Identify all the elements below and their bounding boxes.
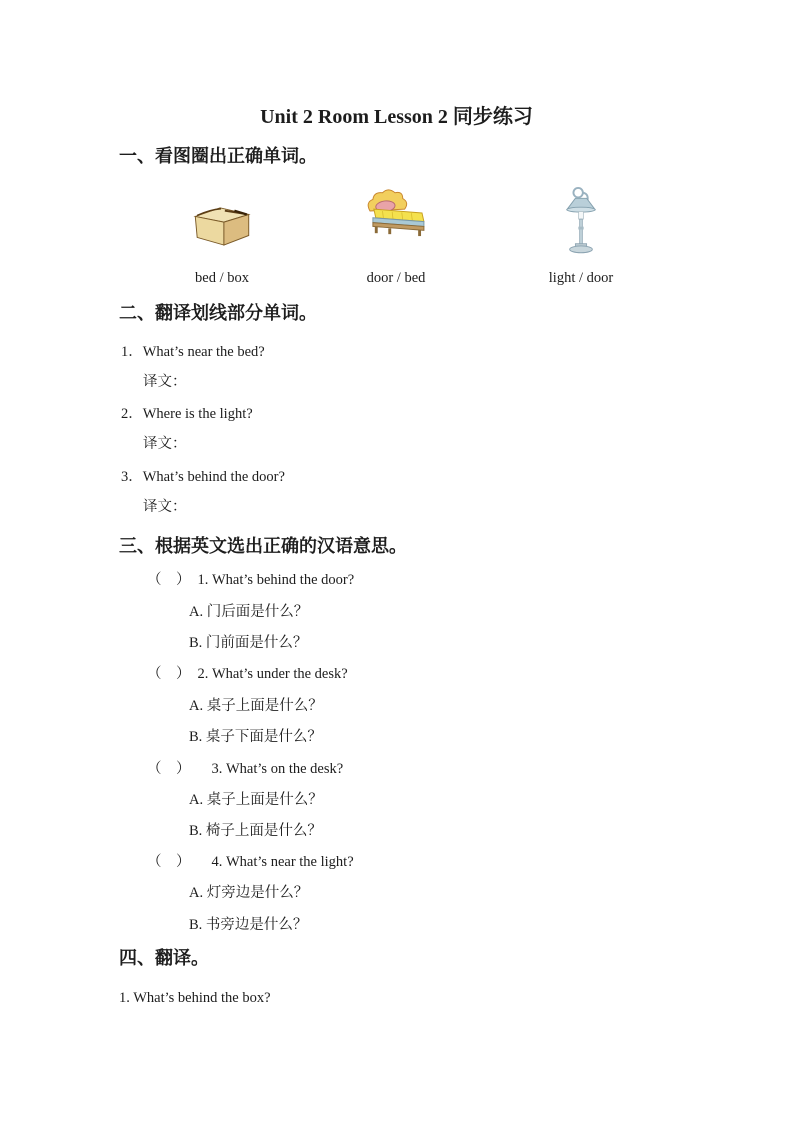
section1-heading: 一、看图圈出正确单词。 xyxy=(119,146,317,166)
floor-lamp-icon xyxy=(564,184,598,258)
choice-question-3 xyxy=(147,759,343,779)
section4-heading: 四、翻译。 xyxy=(119,948,209,968)
question-number: 3． xyxy=(121,469,143,485)
word-choice-label: door / bed xyxy=(366,270,426,286)
option-a: A. 桌子上面是什么？ xyxy=(189,698,323,714)
translate-question-1 xyxy=(121,342,265,362)
answer-label-1: 译文： xyxy=(143,374,187,390)
question-text: 3. What’s on the desk? xyxy=(211,761,344,777)
answer-bracket: （ ） xyxy=(147,572,191,588)
word-choice-label: bed / box xyxy=(195,270,249,286)
question-number: 1． xyxy=(121,344,143,360)
section2-heading: 二、翻译划线部分单词。 xyxy=(119,303,317,323)
option-b: B. 椅子上面是什么？ xyxy=(189,823,322,839)
answer-bracket: （ ） xyxy=(147,761,191,777)
choice-question-4 xyxy=(147,852,354,872)
question-text: Where is the light? xyxy=(142,406,253,422)
option-a: A. 门后面是什么？ xyxy=(189,604,309,620)
question-text: 1. What’s behind the door? xyxy=(197,572,355,588)
answer-label-3: 译文： xyxy=(143,499,187,515)
option-a: A. 桌子上面是什么？ xyxy=(189,792,323,808)
option-a: A. 灯旁边是什么？ xyxy=(189,885,309,901)
picture-row xyxy=(0,184,793,286)
translate-sentence-1: 1. What’s behind the box? xyxy=(119,990,271,1006)
option-b: B. 书旁边是什么？ xyxy=(189,917,308,933)
question-text: What’s near the bed? xyxy=(142,344,265,360)
question-number: 2． xyxy=(121,406,143,422)
answer-label-2: 译文： xyxy=(143,436,187,452)
page-title: Unit 2 Room Lesson 2 同步练习 xyxy=(260,106,533,128)
box-icon xyxy=(192,204,252,246)
choice-question-1 xyxy=(147,570,354,590)
bed-icon xyxy=(361,186,431,238)
question-text: What’s behind the door? xyxy=(142,469,285,485)
word-choice-label: light / door xyxy=(548,270,614,286)
option-b: B. 门前面是什么？ xyxy=(189,635,308,651)
figure-box xyxy=(160,184,284,286)
translate-question-2 xyxy=(121,404,253,424)
figure-bed xyxy=(334,184,458,286)
option-b: B. 桌子下面是什么？ xyxy=(189,729,322,745)
answer-bracket: （ ） xyxy=(147,854,191,870)
translate-question-3 xyxy=(121,467,285,487)
question-text: 2. What’s under the desk? xyxy=(197,666,348,682)
section3-heading: 三、根据英文选出正确的汉语意思。 xyxy=(119,536,407,556)
answer-bracket: （ ） xyxy=(147,666,191,682)
question-text: 4. What’s near the light? xyxy=(211,854,354,870)
choice-question-2 xyxy=(147,664,348,684)
figure-floor-lamp xyxy=(519,184,643,286)
